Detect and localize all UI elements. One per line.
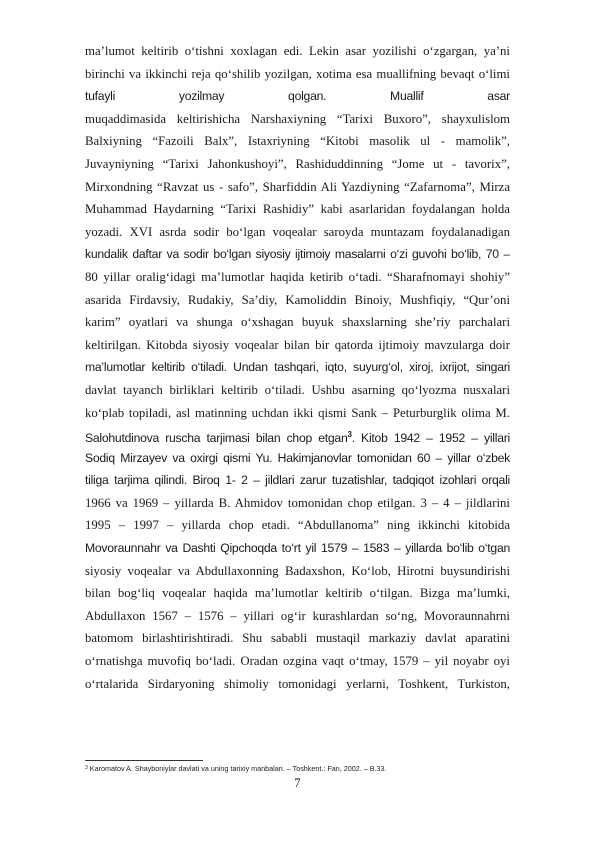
text-line: o‘rtalarida Sirdaryoning shimoliy tomonidagi yerlarni, Toshkent, Turkiston, bbox=[85, 676, 510, 691]
footnote-reference[interactable]: 3 bbox=[347, 430, 352, 440]
text-line: Movoraunnahr va Dashti Qipchoqda to‘rt yil 1579 – 1583 – yillarda bo‘lib o‘tgan bbox=[85, 541, 510, 556]
text-line: tufayli yozilmay qolgan. Muallif asar bbox=[85, 89, 510, 104]
text-line-with-footnote-ref bbox=[85, 424, 510, 447]
text-line: tiliga tarjima qilindi. Biroq 1- 2 – jildlari zarur tuzatishlar, tadqiqot izohlari orqali bbox=[85, 473, 510, 488]
text-line: bilan bog‘liq voqealar haqida ma’lumotlar keltirib o‘tilgan. Bizga ma’lumki, bbox=[85, 586, 510, 601]
text-line: Mirxondning “Ravzat us - safo”, Sharfiddin Ali Yazdiyning “Zafarnoma”, Mirza bbox=[85, 179, 510, 194]
text-line: Balxiyning “Fazoili Balx”, Istaxriyning “Kitobi masolik ul - mamolik”, bbox=[85, 134, 510, 149]
text-segment: Salohutdinova ruscha tarjimasi bilan chop etgan bbox=[85, 431, 348, 446]
text-line: asarida Firdavsiy, Rudakiy, Sa’diy, Kamoliddin Binoiy, Mushfiqiy, “Qur’oni bbox=[85, 292, 510, 307]
text-line: yozadi. XVI asrda sodir bo‘lgan voqealar saroyda muntazam foydalanadigan bbox=[85, 224, 510, 239]
text-line: Muhammad Haydarning “Tarixi Rashidiy” kabi asarlaridan foydalangan holda bbox=[85, 202, 510, 217]
text-line: 80 yillar oralig‘idagi ma’lumotlar haqida ketirib o‘tadi. “Sharafnomayi shohiy” bbox=[85, 269, 510, 284]
text-line: o‘rnatishga muvofiq bo‘ladi. Oradan ozgina vaqt o‘tmay, 1579 – yil noyabr oyi bbox=[85, 654, 510, 669]
text-line: kundalik daftar va sodir bo‘lgan siyosiy ijtimoiy masalarni o‘zi guvohi bo‘lib, 70 – bbox=[85, 247, 510, 262]
text-line: birinchi va ikkinchi reja qo‘shilib yozilgan, xotima esa muallifning bevaqt o‘limi bbox=[85, 66, 510, 81]
text-line: ma’lumot keltirib o‘tishni xoxlagan edi. Lekin asar yozilishi o‘zgargan, ya’ni bbox=[85, 44, 510, 58]
page-number: 7 bbox=[294, 776, 301, 790]
text-line: ko‘plab topiladi, asl matinning uchdan ikki qismi Sank – Peturburglik olima M. bbox=[85, 405, 510, 420]
footnote-separator bbox=[85, 760, 203, 761]
text-line: ma’lumotlar keltirib o‘tiladi. Undan tashqari, iqto, suyurg‘ol, xiroj, ixrijot, singari bbox=[85, 360, 510, 375]
text-line: batomom birlashtirishtiradi. Shu sababli mustaqil markaziy davlat aparatini bbox=[85, 631, 510, 646]
text-line: muqaddimasida keltirishicha Narshaxiyning “Tarixi Buxoro”, shayxulislom bbox=[85, 111, 510, 126]
text-line: 1966 va 1969 – yillarda B. Ahmidov tomonidan chop etilgan. 3 – 4 – jildlarini bbox=[85, 495, 510, 510]
footnote-mark: 3 bbox=[85, 765, 88, 771]
text-line: 1995 – 1997 – yillarda chop etadi. “Abdullanoma” ning ikkinchi kitobida bbox=[85, 518, 510, 533]
text-segment: . Kitob 1942 – 1952 – yillari bbox=[351, 431, 510, 446]
text-line: keltirilgan. Kitobda siyosiy voqealar bilan bir qatorda ijtimoiy mavzularga doir bbox=[85, 337, 510, 352]
text-line: davlat tayanch birliklari keltirib o‘tiladi. Ushbu asarning qo‘lyozma nusxalari bbox=[85, 382, 510, 397]
text-line: siyosiy voqealar va Abdullaxonning Badaxshon, Ko‘lob, Hirotni buysundirishi bbox=[85, 563, 510, 578]
body-text bbox=[85, 40, 510, 695]
text-line: Juvayniyning “Tarixi Jahonkushoyi”, Rashiduddinning “Jome ut - tavorix”, bbox=[85, 156, 510, 171]
text-line: karim” oyatlari va shunga o‘xshagan buyuk shaxslarning she’riy parchalari bbox=[85, 315, 510, 330]
footnote bbox=[85, 764, 510, 773]
text-line: Abdullaxon 1567 – 1576 – yillari og‘ir kurashlardan so‘ng, Movoraunnahrni bbox=[85, 608, 510, 623]
text-line: Sodiq Mirzayev va oxirgi qismi Yu. Hakimjanovlar tomonidan 60 – yillar o‘zbek bbox=[85, 450, 510, 465]
footnote-text: Karomatov A. Shayboniylar davlati va uning tarixiy manbalari. – Toshkent.: Fan, 2002. – B.33. bbox=[87, 764, 387, 773]
